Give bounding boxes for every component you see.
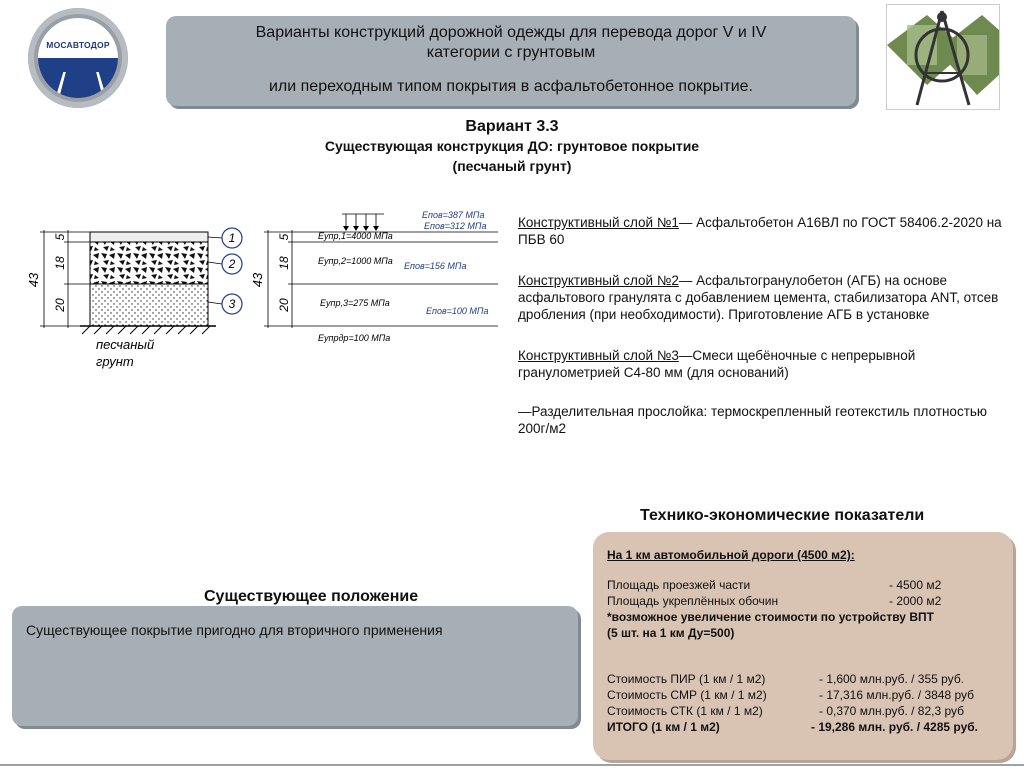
- note-line1: *возможное увеличение стоимости по устройству ВПТ: [607, 610, 934, 624]
- variant-title: Вариант 3.3: [465, 118, 559, 135]
- layer-text-1: — Асфальтобетон А16ВЛ по ГОСТ 58406.2-2020 на ПБВ 60: [518, 215, 1002, 247]
- e-pov-1: Епов=387 МПа: [422, 210, 485, 220]
- thickness-layer-1: 5: [53, 233, 67, 241]
- e-pov-3: Епов=156 МПа: [404, 261, 467, 271]
- layer-marker-1: 1: [228, 231, 236, 245]
- header-title-line3: или переходным типом покрытия в асфальтобетонное покрытие.: [268, 78, 753, 95]
- layer-marker-2: 2: [228, 257, 236, 271]
- tech-econ-title: Технико-экономические показатели: [640, 507, 925, 524]
- variant-subtitle-soil: (песчаный грунт): [452, 158, 572, 174]
- carriageway-value: - 4500 м2: [889, 578, 942, 592]
- layer-description-3: [518, 347, 1018, 381]
- layer-marker-3: 3: [228, 297, 236, 311]
- e-pov-4: Епов=100 МПа: [426, 306, 489, 316]
- cost-pir-label: Стоимость ПИР (1 км / 1 м2): [607, 672, 766, 686]
- thickness-right-1: 5: [277, 233, 291, 241]
- layer-label-3: Конструктивный слой №3: [518, 348, 679, 363]
- layer-label-1: Конструктивный слой №1: [518, 215, 679, 230]
- cost-smr-label: Стоимость СМР (1 км / 1 м2): [607, 688, 767, 702]
- thickness-right-3: 20: [277, 298, 291, 312]
- bottom-divider: [0, 764, 1024, 766]
- total-thickness-right: 43: [250, 272, 265, 288]
- layer-text-4: —Разделительная прослойка: термоскрепленный геотекстиль плотностью 200г/м2: [518, 404, 988, 436]
- total-label: ИТОГО (1 км / 1 м2): [607, 720, 720, 734]
- layer-description-1: [518, 214, 1018, 248]
- e-upr-1: Еупр,1=4000 МПа: [318, 231, 393, 241]
- logo-text: МОСАВТОДОР: [46, 40, 110, 50]
- existing-title: Существующее положение: [204, 588, 419, 605]
- e-upr-2: Еупр,2=1000 МПа: [318, 256, 393, 266]
- road-icon: [38, 58, 118, 98]
- cost-pir-value: - 1,600 млн.руб. / 355 руб.: [819, 672, 965, 686]
- thickness-layer-3: 20: [53, 298, 67, 312]
- layer-2-agb: [90, 242, 208, 284]
- existing-text: Существующее покрытие пригодно для вторичного применения: [26, 622, 443, 638]
- header-banner: [166, 16, 856, 106]
- layer-text-3: —Смеси щебёночные с непрерывной гранулометрией С4-80 мм (для оснований): [518, 348, 916, 380]
- total-thickness: 43: [26, 272, 41, 288]
- tech-econ-panel: [593, 532, 1013, 760]
- e-upr-3: Еупр,3=275 МПа: [320, 298, 390, 308]
- layer-label-2: Конструктивный слой №2: [518, 273, 679, 288]
- layer-text-2: — Асфальтогранулобетон (АГБ) на основе асфальтового гранулята с добавлением цемента, стабилизатора ANT, отсев дробления (при необходимости). Приготовление АГБ в установке: [518, 273, 999, 322]
- cost-stk-label: Стоимость СТК (1 км / 1 м2): [607, 704, 763, 718]
- shoulders-label: Площадь укреплённых обочин: [607, 594, 779, 608]
- carriageway-label: Площадь проезжей части: [607, 578, 751, 592]
- thickness-layer-2: 18: [53, 256, 67, 270]
- tech-econ-heading: На 1 км автомобильной дороги (4500 м2):: [607, 548, 855, 562]
- thickness-right-2: 18: [277, 256, 291, 270]
- layer-3-crushed-stone: [90, 284, 208, 326]
- note-line2: (5 шт. на 1 км Ду=500): [607, 626, 735, 640]
- shoulders-value: - 2000 м2: [889, 594, 942, 608]
- soil-label-line2: грунт: [96, 354, 134, 369]
- existing-panel: [12, 606, 578, 726]
- header-title-line1: Варианты конструкций дорожной одежды для перевода дорог V и IV: [255, 24, 767, 41]
- layer-description-4: [518, 403, 1018, 437]
- e-pov-2: Епов=312 МПа: [424, 221, 487, 231]
- layer-cross-section-diagram: [20, 210, 260, 380]
- header-title-line2: категории с грунтовым: [426, 44, 596, 61]
- soil-label-line1: песчаный: [96, 337, 155, 352]
- layer-description-2: [518, 272, 1018, 323]
- layer-1-asphalt: [90, 232, 208, 242]
- total-value: - 19,286 млн. руб. / 4285 руб.: [811, 720, 978, 734]
- variant-subtitle: Существующая конструкция ДО: грунтовое покрытие: [324, 138, 700, 154]
- company-logo: [28, 8, 128, 108]
- e-upr-base: Еупрдр=100 МПа: [318, 333, 391, 343]
- cost-stk-value: - 0,370 млн.руб. / 82,3 руб: [819, 704, 965, 718]
- modulus-diagram: [248, 200, 510, 350]
- cost-smr-value: - 17,316 млн.руб. / 3848 руб: [819, 688, 975, 702]
- compass-emblem-icon: [886, 4, 1000, 110]
